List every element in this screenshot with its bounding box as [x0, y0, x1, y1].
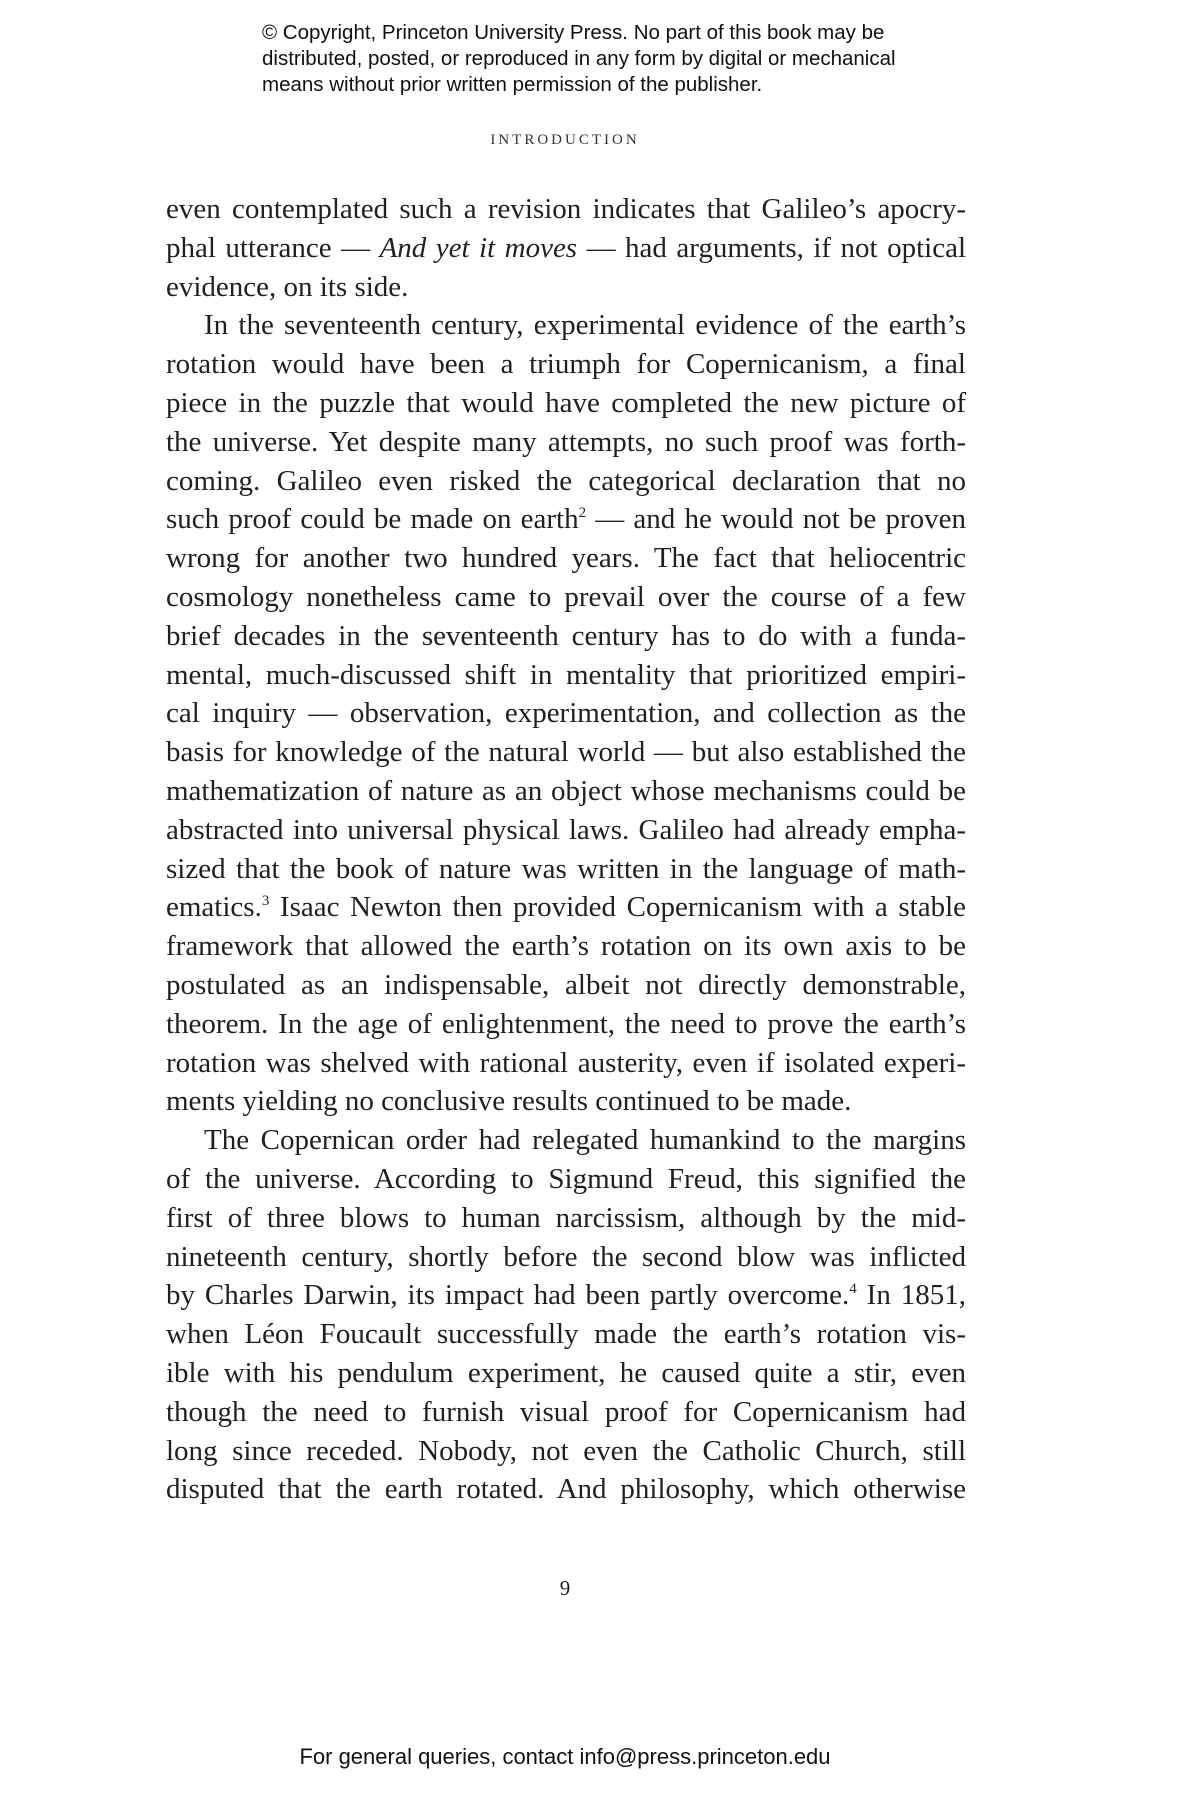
page-number: 9	[559, 1576, 571, 1600]
text-line: basis for knowledge of the natural world — but also established the	[166, 736, 966, 769]
text-segment: — and he would not be proven	[586, 503, 966, 536]
text-line: evidence, on its side.	[166, 270, 409, 303]
footnote-marker: 4	[849, 1281, 857, 1298]
text-line: postulated as an indispensable, albeit not directly demonstrable,	[166, 968, 966, 1001]
text-segment: such proof could be made on earth	[166, 503, 579, 536]
italic-quote: And yet it moves	[379, 231, 578, 264]
text-segment: Isaac Newton then provided Copernicanism with a stable	[269, 891, 966, 924]
text-line: framework that allowed the earth’s rotation on its own axis to be	[166, 930, 966, 963]
text-segment: phal utterance —	[166, 231, 380, 264]
text-line: sized that the book of nature was written in the language of math-	[166, 852, 966, 885]
contact-footer: For general queries, contact info@press.princeton.edu	[299, 1744, 831, 1769]
text-line: The Copernican order had relegated humankind to the margins	[204, 1124, 966, 1157]
text-line: of the universe. According to Sigmund Freud, this signified the	[166, 1162, 966, 1195]
text-line: even contemplated such a revision indicates that Galileo’s apocry-	[166, 193, 966, 225]
text-segment: — had arguments, if not optical	[577, 231, 966, 264]
text-segment: by Charles Darwin, its impact had been partly overcome.	[166, 1279, 850, 1312]
text-line: coming. Galileo even risked the categorical declaration that no	[166, 464, 966, 497]
text-line: abstracted into universal physical laws. Galileo had already empha-	[166, 813, 966, 846]
text-line: disputed that the earth rotated. And philosophy, which otherwise	[166, 1473, 966, 1506]
text-line: the universe. Yet despite many attempts, no such proof was forth-	[166, 425, 966, 458]
text-line: wrong for another two hundred years. The fact that heliocentric	[166, 542, 966, 575]
footnote-marker: 2	[578, 505, 587, 522]
text-line: long since receded. Nobody, not even the Catholic Church, still	[166, 1434, 966, 1467]
paragraph	[166, 190, 966, 306]
text-line	[166, 888, 966, 927]
footnote-marker: 3	[261, 893, 270, 910]
running-head: INTRODUCTION	[490, 132, 640, 148]
text-line: piece in the puzzle that would have completed the new picture of	[166, 386, 966, 419]
text-line: ments yielding no conclusive results continued to be made.	[166, 1085, 852, 1118]
text-segment: ematics.	[166, 891, 262, 924]
paragraph	[166, 306, 966, 1121]
text-line: cosmology nonetheless came to prevail over the course of a few	[166, 580, 966, 613]
text-line	[166, 500, 966, 539]
text-line: first of three blows to human narcissism, although by the mid-	[166, 1201, 966, 1234]
text-line: ible with his pendulum experiment, he caused quite a stir, even	[166, 1356, 966, 1389]
text-line: when Léon Foucault successfully made the earth’s rotation vis-	[166, 1318, 966, 1351]
text-line	[166, 1276, 966, 1315]
copyright-line: © Copyright, Princeton University Press. No part of this book may be	[262, 21, 885, 44]
text-line: rotation would have been a triumph for Copernicanism, a final	[166, 348, 966, 381]
text-line: mathematization of nature as an object whose mechanisms could be	[166, 774, 966, 807]
body-text	[166, 190, 966, 1509]
text-line: brief decades in the seventeenth century has to do with a funda-	[166, 619, 966, 652]
text-line: In the seventeenth century, experimental evidence of the earth’s	[204, 309, 966, 342]
text-line: rotation was shelved with rational austerity, even if isolated experi-	[166, 1046, 966, 1079]
copyright-line: distributed, posted, or reproduced in any form by digital or mechanical	[262, 47, 896, 70]
text-segment: In 1851,	[856, 1279, 966, 1312]
text-line: mental, much-discussed shift in mentality that prioritized empiri-	[166, 658, 966, 691]
text-line: nineteenth century, shortly before the second blow was inflicted	[166, 1240, 966, 1273]
text-line: cal inquiry — observation, experimentation, and collection as the	[166, 697, 966, 730]
text-line	[166, 229, 966, 268]
paragraph	[166, 1121, 966, 1509]
text-line: theorem. In the age of enlightenment, the need to prove the earth’s	[166, 1007, 966, 1040]
copyright-notice	[262, 20, 1002, 98]
text-line: though the need to furnish visual proof for Copernicanism had	[166, 1395, 966, 1428]
copyright-line: means without prior written permission of the publisher.	[262, 73, 763, 96]
